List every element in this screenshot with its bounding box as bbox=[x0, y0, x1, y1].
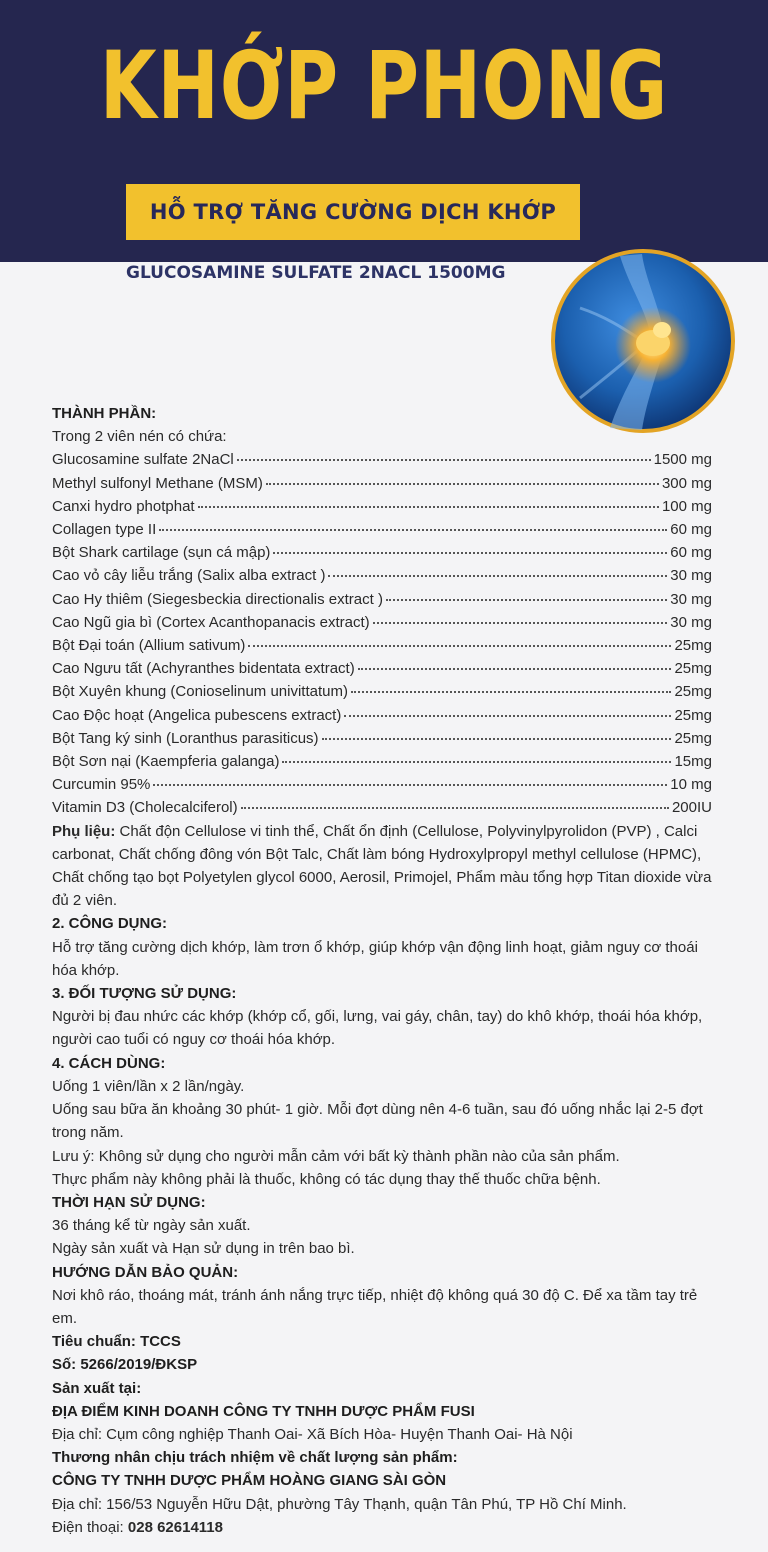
ingredient-row bbox=[52, 704, 712, 727]
phone-number: 028 62614118 bbox=[123, 1518, 223, 1536]
ingredients-intro: Trong 2 viên nén có chứa: bbox=[52, 428, 227, 446]
ingredient-name: Bột Tang ký sinh (Loranthus parasiticus) bbox=[52, 729, 319, 747]
ingredient-row bbox=[52, 588, 712, 611]
ingredient-name: Cao vỏ cây liễu trắng (Salix alba extract ) bbox=[52, 567, 326, 585]
manufacturer-address: Địa chỉ: Cụm công nghiệp Thanh Oai- Xã Bích Hòa- Huyện Thanh Oai- Hà Nội bbox=[52, 1425, 573, 1443]
ingredient-name: Bột Xuyên khung (Conioselinum univittatum) bbox=[52, 683, 348, 701]
subtitle: GLUCOSAMINE SULFATE 2NACL 1500MG bbox=[126, 263, 506, 283]
leader-dots bbox=[198, 506, 659, 508]
responsible-address: Địa chỉ: 156/53 Nguyễn Hữu Dật, phường Tây Thạnh, quận Tân Phú, TP Hồ Chí Minh. bbox=[52, 1495, 627, 1513]
usage-heading: 4. CÁCH DÙNG: bbox=[52, 1054, 166, 1072]
leader-dots bbox=[241, 807, 669, 809]
ingredient-row bbox=[52, 727, 712, 750]
ingredient-row bbox=[52, 564, 712, 587]
ingredient-row bbox=[52, 448, 712, 471]
uses-heading: 2. CÔNG DỤNG: bbox=[52, 915, 168, 933]
header-banner bbox=[0, 0, 768, 262]
shelf-life-heading: THỜI HẠN SỬ DỤNG: bbox=[52, 1193, 206, 1211]
responsible-company: CÔNG TY TNHH DƯỢC PHẨM HOÀNG GIANG SÀI GÒN bbox=[52, 1472, 447, 1490]
ingredient-row bbox=[52, 773, 712, 796]
usage-note: Lưu ý: Không sử dụng cho người mẫn cảm với bất kỳ thành phần nào của sản phẩm. bbox=[52, 1147, 620, 1165]
ingredient-row bbox=[52, 472, 712, 495]
ingredients-heading: THÀNH PHẦN: bbox=[52, 405, 157, 422]
leader-dots bbox=[266, 483, 659, 485]
leader-dots bbox=[248, 645, 671, 647]
ingredient-amount: 30 mg bbox=[670, 613, 712, 631]
leader-dots bbox=[153, 784, 667, 786]
standard: Tiêu chuẩn: TCCS bbox=[52, 1333, 181, 1351]
ingredient-row bbox=[52, 611, 712, 634]
ingredient-name: Cao Ngưu tất (Achyranthes bidentata extract) bbox=[52, 660, 355, 678]
usage-disclaimer: Thực phẩm này không phải là thuốc, không có tác dụng thay thế thuốc chữa bệnh. bbox=[52, 1170, 601, 1188]
usage-line: Uống 1 viên/lần x 2 lần/ngày. bbox=[52, 1077, 245, 1095]
ingredient-amount: 200IU bbox=[671, 799, 712, 817]
ingredient-row bbox=[52, 796, 712, 819]
target-heading: 3. ĐỐI TƯỢNG SỬ DỤNG: bbox=[52, 985, 237, 1003]
ingredient-name: Bột Shark cartilage (sụn cá mập) bbox=[52, 544, 271, 562]
leader-dots bbox=[351, 691, 671, 693]
phone-label: Điện thoại: bbox=[52, 1518, 124, 1536]
tagline-box bbox=[126, 184, 580, 240]
storage-heading: HƯỚNG DẪN BẢO QUẢN: bbox=[52, 1263, 239, 1281]
leader-dots bbox=[282, 761, 671, 763]
ingredient-name: Bột Đại toán (Allium sativum) bbox=[52, 637, 246, 655]
ingredient-name: Cao Ngũ gia bì (Cortex Acanthopanacis extract) bbox=[52, 613, 370, 631]
leader-dots bbox=[373, 622, 668, 624]
manufactured-at-label: Sản xuất tại: bbox=[52, 1379, 142, 1397]
excipients-paragraph bbox=[52, 820, 712, 913]
leader-dots bbox=[159, 529, 667, 531]
ingredient-name: Glucosamine sulfate 2NaCl bbox=[52, 451, 234, 469]
excipients-label: Phụ liệu: bbox=[52, 822, 116, 840]
leader-dots bbox=[273, 552, 667, 554]
ingredient-amount: 25mg bbox=[674, 637, 712, 655]
manufacturer-name: ĐỊA ĐIỂM KINH DOANH CÔNG TY TNHH DƯỢC PHẨM FUSI bbox=[52, 1402, 475, 1420]
ingredient-name: Vitamin D3 (Cholecalciferol) bbox=[52, 799, 238, 817]
ingredient-amount: 60 mg bbox=[670, 521, 712, 539]
ingredient-name: Cao Độc hoạt (Angelica pubescens extract) bbox=[52, 706, 342, 724]
ingredient-amount: 25mg bbox=[674, 729, 712, 747]
ingredient-amount: 100 mg bbox=[661, 497, 712, 515]
ingredient-name: Methyl sulfonyl Methane (MSM) bbox=[52, 474, 263, 492]
leader-dots bbox=[358, 668, 672, 670]
ingredient-name: Bột Sơn nại (Kaempferia galanga) bbox=[52, 753, 280, 771]
phone-line bbox=[52, 1516, 712, 1539]
responsible-label: Thương nhân chịu trách nhiệm về chất lượng sản phẩm: bbox=[52, 1449, 458, 1467]
content bbox=[52, 402, 712, 1539]
tagline: HỖ TRỢ TĂNG CƯỜNG DỊCH KHỚP bbox=[149, 200, 557, 224]
leader-dots bbox=[386, 599, 667, 601]
excipients-text: Chất độn Cellulose vi tinh thể, Chất ổn định (Cellulose, Polyvinylpyrolidon (PVP) , Calci carbonat, Chất chống đông vón Bột Talc, Chất làm bóng Hydroxylpropyl methyl cellulose (HPMC), Chất chống tạo bọt Polyetylen glycol 6000, Aerosil, Primojel, Phẩm màu tổng hợp Titan dioxide vừa đủ 2 viên. bbox=[52, 822, 712, 910]
storage-text: Nơi khô ráo, thoáng mát, tránh ánh nắng trực tiếp, nhiệt độ không quá 30 độ C. Để xa tầm tay trẻ em. bbox=[52, 1286, 698, 1327]
ingredient-amount: 25mg bbox=[674, 706, 712, 724]
leader-dots bbox=[328, 575, 667, 577]
ingredient-row bbox=[52, 541, 712, 564]
leader-dots bbox=[322, 738, 672, 740]
usage-line: Uống sau bữa ăn khoảng 30 phút- 1 giờ. Mỗi đợt dùng nên 4-6 tuần, sau đó uống nhắc lại 2-5 đợt trong năm. bbox=[52, 1101, 703, 1142]
ingredient-amount: 60 mg bbox=[670, 544, 712, 562]
ingredient-name: Cao Hy thiêm (Siegesbeckia directionalis extract ) bbox=[52, 590, 383, 608]
ingredient-row bbox=[52, 657, 712, 680]
ingredient-name: Curcumin 95% bbox=[52, 776, 151, 794]
brand-title: KHỚP PHONG bbox=[99, 32, 669, 141]
ingredient-amount: 300 mg bbox=[661, 474, 712, 492]
ingredient-row bbox=[52, 495, 712, 518]
ingredient-amount: 1500 mg bbox=[653, 451, 712, 469]
shelf-life-line: Ngày sản xuất và Hạn sử dụng in trên bao bì. bbox=[52, 1240, 355, 1258]
target-text: Người bị đau nhức các khớp (khớp cổ, gối, lưng, vai gáy, chân, tay) do khô khớp, thoái hóa khớp, người cao tuổi có nguy cơ thoái hóa khớp. bbox=[52, 1008, 703, 1049]
ingredient-name: Collagen type II bbox=[52, 521, 157, 539]
ingredient-amount: 25mg bbox=[674, 683, 712, 701]
ingredient-row bbox=[52, 680, 712, 703]
ingredient-row bbox=[52, 634, 712, 657]
ingredient-amount: 30 mg bbox=[670, 567, 712, 585]
leader-dots bbox=[237, 459, 651, 461]
shelf-life-line: 36 tháng kể từ ngày sản xuất. bbox=[52, 1217, 251, 1235]
registration-number: Số: 5266/2019/ĐKSP bbox=[52, 1356, 198, 1374]
ingredient-name: Canxi hydro photphat bbox=[52, 497, 195, 515]
ingredient-amount: 25mg bbox=[674, 660, 712, 678]
uses-text: Hỗ trợ tăng cường dịch khớp, làm trơn ổ khớp, giúp khớp vận động linh hoạt, giảm nguy cơ thoái hóa khớp. bbox=[52, 938, 698, 979]
ingredient-amount: 15mg bbox=[674, 753, 712, 771]
ingredient-amount: 10 mg bbox=[670, 776, 712, 794]
leader-dots bbox=[344, 715, 671, 717]
ingredient-row bbox=[52, 750, 712, 773]
ingredient-row bbox=[52, 518, 712, 541]
ingredient-amount: 30 mg bbox=[670, 590, 712, 608]
